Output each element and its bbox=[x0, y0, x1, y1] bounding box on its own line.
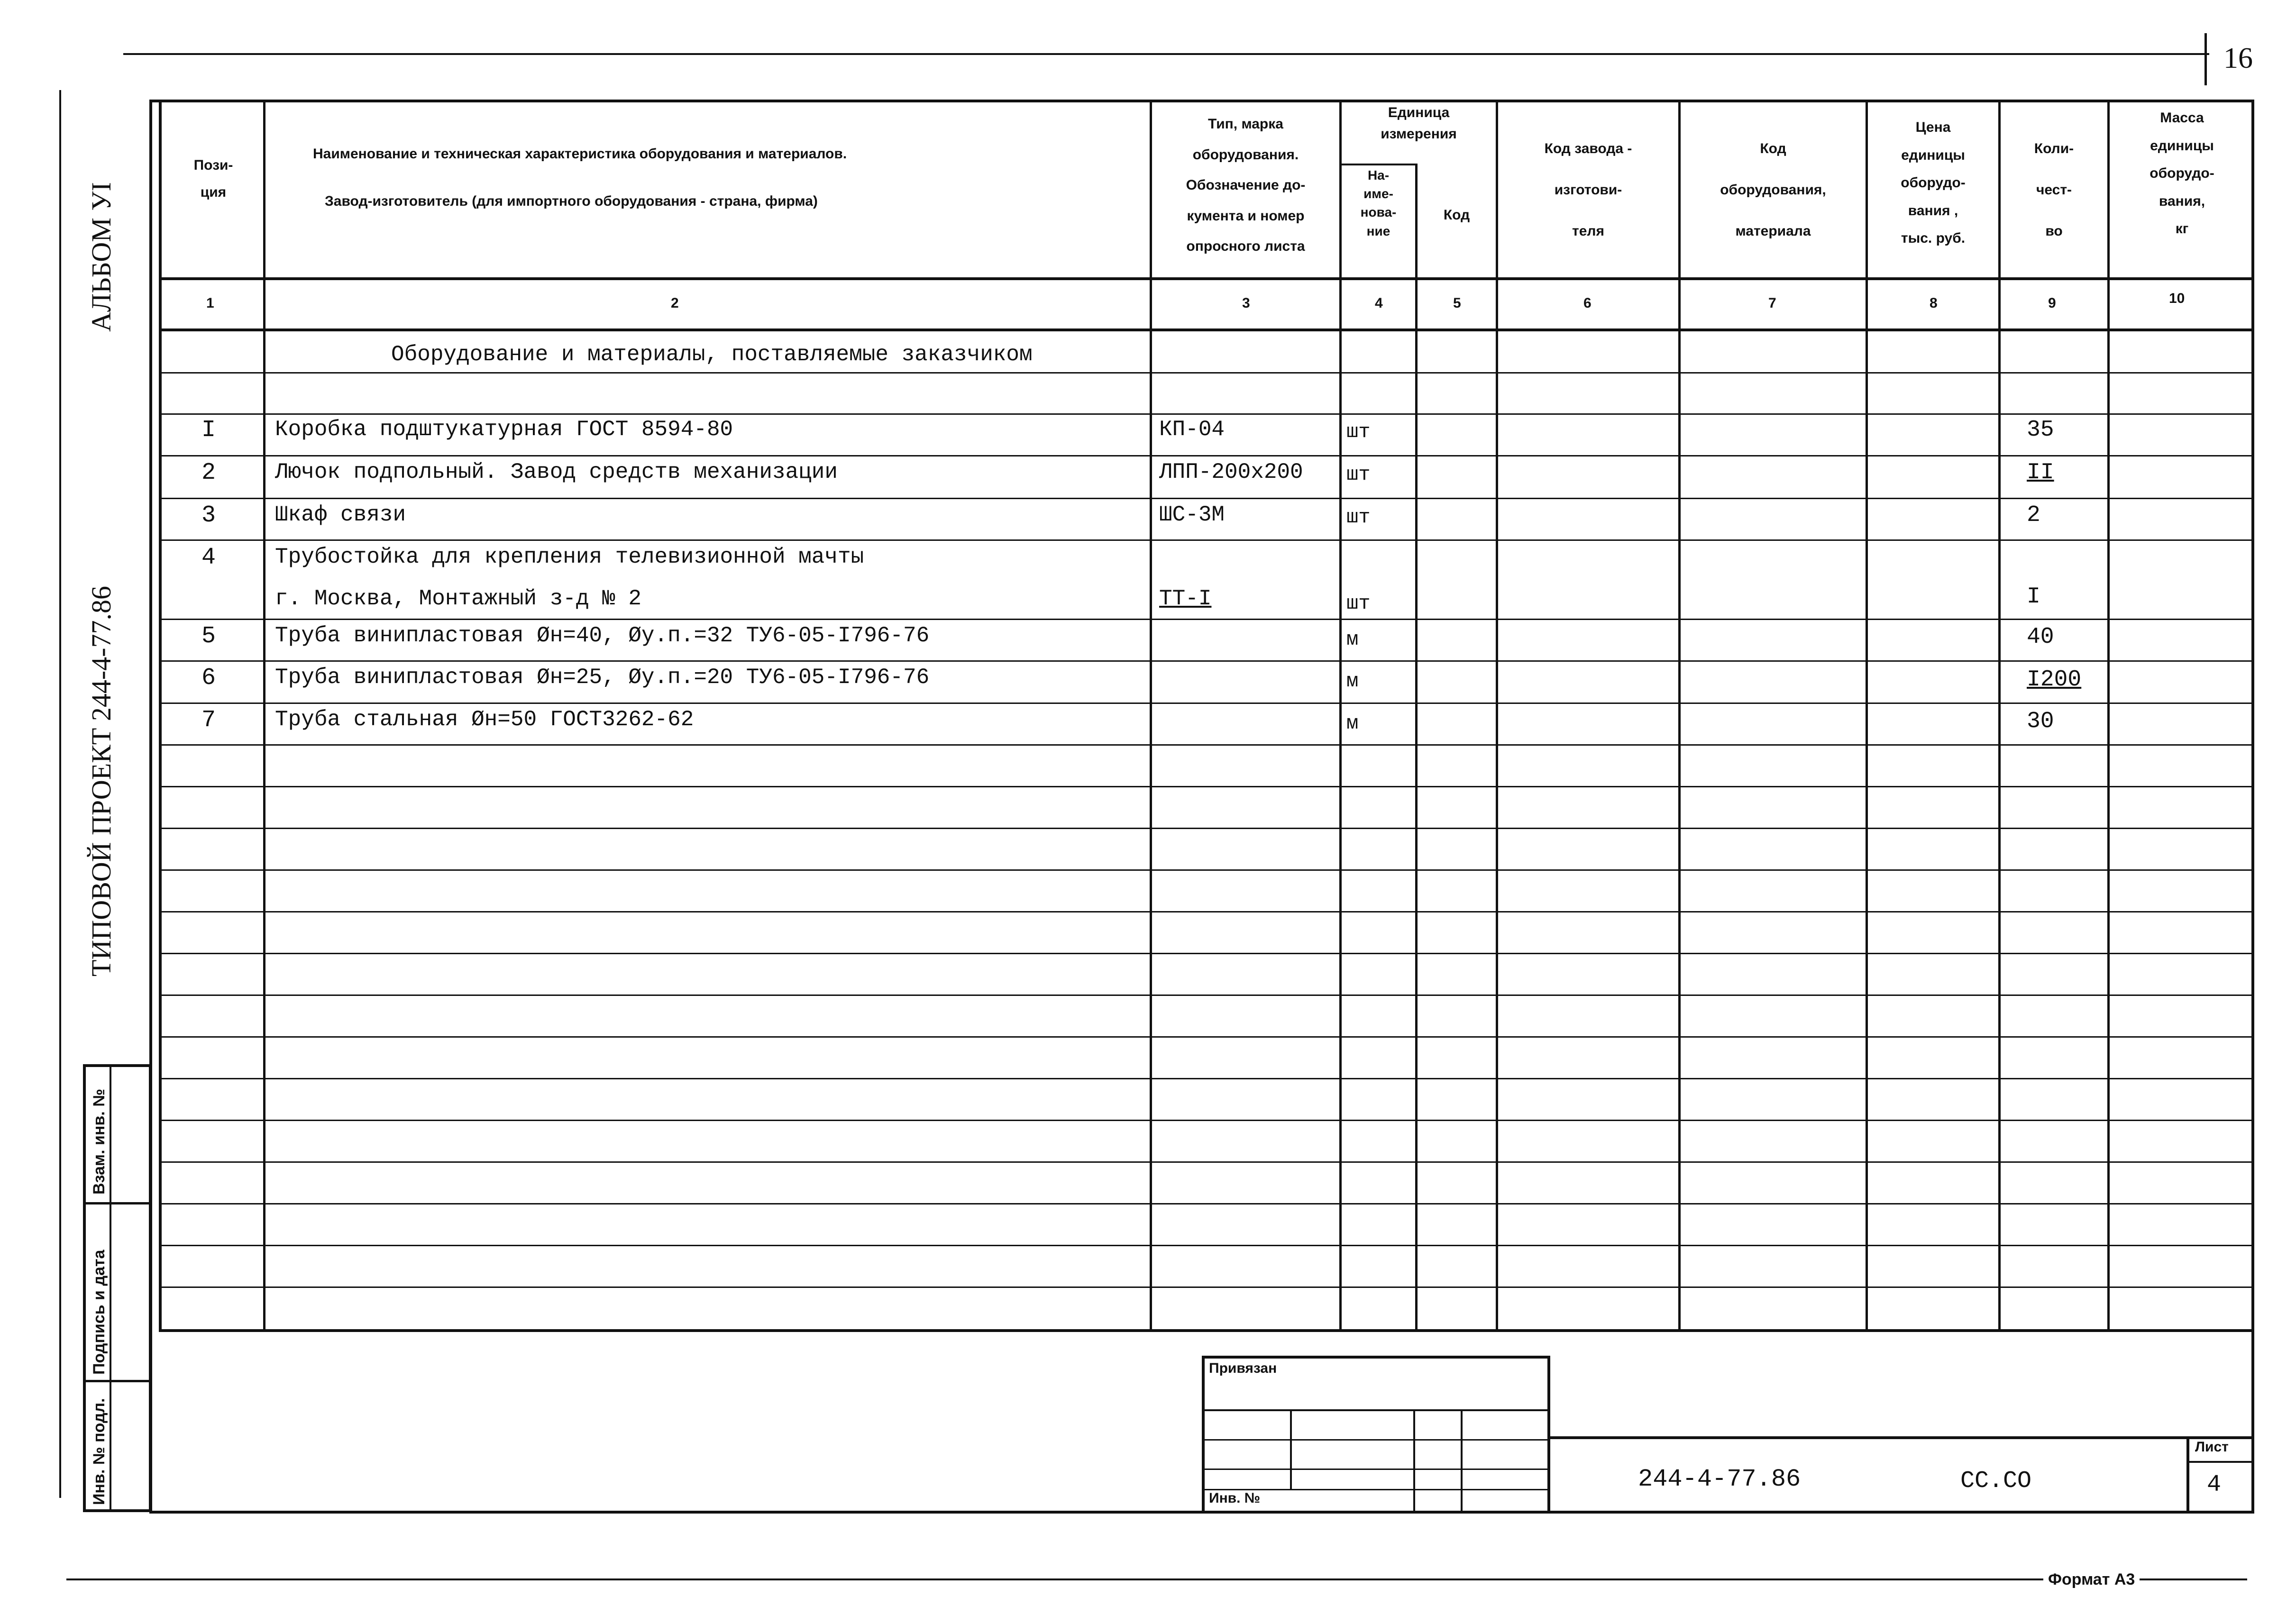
stamp-replaced-inv: Взам. инв. № bbox=[90, 1088, 108, 1195]
row-1-position: I bbox=[201, 417, 216, 444]
corner-tick bbox=[2205, 33, 2207, 85]
row-6-quantity: I200 bbox=[2027, 667, 2082, 693]
stamp-original-inv: Инв. № подл. bbox=[90, 1398, 108, 1505]
top-border-line bbox=[123, 53, 2209, 55]
row-3-unit: шт bbox=[1346, 506, 1371, 529]
col-number-7: 7 bbox=[1768, 295, 1776, 311]
row-4b-unit: шт bbox=[1346, 592, 1371, 615]
row-7-position: 7 bbox=[201, 707, 216, 734]
row-5-unit: м bbox=[1346, 628, 1359, 651]
doc-number: 244-4-77.86 bbox=[1638, 1465, 1801, 1493]
row-3-name: Шкаф связи bbox=[275, 502, 406, 527]
row-7-name: Труба стальная Øн=50 ГОСТ3262-62 bbox=[275, 707, 694, 732]
row-7-unit: м bbox=[1346, 712, 1359, 735]
row-6-name: Труба винипластовая Øн=25, Øу.п.=20 ТУ6-05-I796-76 bbox=[275, 665, 930, 690]
col-number-6: 6 bbox=[1583, 295, 1592, 311]
row-5-quantity: 40 bbox=[2027, 624, 2054, 650]
format-label: Формат А3 bbox=[2043, 1571, 2140, 1588]
row-2-name: Лючок подпольный. Завод средств механизации bbox=[275, 460, 838, 484]
project-label: ТИПОВОЙ ПРОЕКТ 244-4-77.86 bbox=[86, 586, 117, 976]
header-unit-code: Код bbox=[1443, 207, 1470, 223]
row-6-unit: м bbox=[1346, 670, 1359, 693]
col-number-8: 8 bbox=[1930, 295, 1938, 311]
col-number-5: 5 bbox=[1453, 295, 1461, 311]
col-number-10: 10 bbox=[2169, 291, 2185, 306]
bound-label: Привязан bbox=[1209, 1360, 1277, 1376]
col-number-9: 9 bbox=[2048, 295, 2056, 311]
header-unit-mass: Масса единицы оборудо- вания, кг bbox=[2150, 110, 2214, 237]
header-unit-name: На- име- нова- ние bbox=[1360, 168, 1397, 238]
header-unit-price: Цена единицы оборудо- вания , тыс. руб. bbox=[1901, 119, 1966, 246]
row-4-name: Трубостойка для крепления телевизионной мачты bbox=[275, 545, 864, 569]
row-2-quantity: II bbox=[2027, 460, 2054, 485]
col-number-4: 4 bbox=[1375, 295, 1383, 311]
album-label: АЛЬБОМ УI bbox=[86, 182, 117, 332]
row-6-position: 6 bbox=[201, 665, 216, 692]
row-2-type: ЛПП-200х200 bbox=[1159, 460, 1303, 484]
row-5-position: 5 bbox=[201, 623, 216, 650]
bottom-border-line bbox=[66, 1578, 2247, 1580]
row-7-quantity: 30 bbox=[2027, 709, 2054, 734]
row-1-type: КП-04 bbox=[1159, 417, 1225, 442]
header-type: Тип, марка оборудования. Обозначение до- кумента и номер опросного листа bbox=[1186, 116, 1306, 254]
sheet-number: 4 bbox=[2207, 1471, 2222, 1498]
row-4b-type: ТТ-I bbox=[1159, 586, 1212, 611]
inv-number-label: Инв. № bbox=[1209, 1490, 1261, 1506]
col-number-2: 2 bbox=[671, 295, 679, 311]
doc-code: СС.СО bbox=[1960, 1468, 2032, 1495]
stamp-signature-date: Подпись и дата bbox=[90, 1250, 108, 1375]
section-title: Оборудование и материалы, поставляемые заказчиком bbox=[391, 342, 1033, 367]
col-number-1: 1 bbox=[206, 295, 214, 311]
row-1-name: Коробка подштукатурная ГОСТ 8594-80 bbox=[275, 417, 733, 442]
title-block-top-line bbox=[1548, 1436, 2254, 1439]
header-factory-code: Код завода - изготови- теля bbox=[1544, 141, 1632, 239]
row-2-unit: шт bbox=[1346, 463, 1371, 486]
row-1-unit: шт bbox=[1346, 420, 1371, 443]
header-position: Пози- ция bbox=[193, 157, 233, 200]
row-3-position: 3 bbox=[201, 502, 216, 529]
row-4-position: 4 bbox=[201, 544, 216, 571]
col-number-3: 3 bbox=[1242, 295, 1250, 311]
header-equipment-code: Код оборудования, материала bbox=[1720, 141, 1826, 239]
row-3-quantity: 2 bbox=[2027, 502, 2040, 528]
row-2-position: 2 bbox=[201, 459, 216, 486]
header-name-line2: Завод-изготовитель (для импортного оборудования - страна, фирма) bbox=[325, 193, 818, 209]
row-3-type: ШС-3М bbox=[1159, 502, 1225, 527]
corner-page-number: 16 bbox=[2223, 42, 2253, 74]
header-name-line1: Наименование и техническая характеристика оборудования и материалов. bbox=[313, 146, 847, 162]
row-4b-name: г. Москва, Монтажный з-д № 2 bbox=[275, 586, 641, 611]
header-unit-group: Единица измерения bbox=[1381, 105, 1457, 142]
specification-table bbox=[159, 100, 2254, 1332]
left-margin-line bbox=[59, 90, 61, 1498]
sheet-label: Лист bbox=[2195, 1439, 2229, 1455]
row-4b-quantity: I bbox=[2027, 584, 2040, 610]
row-5-name: Труба винипластовая Øн=40, Øу.п.=32 ТУ6-05-I796-76 bbox=[275, 623, 930, 648]
header-quantity: Коли- чест- во bbox=[2034, 141, 2074, 239]
row-1-quantity: 35 bbox=[2027, 417, 2054, 443]
